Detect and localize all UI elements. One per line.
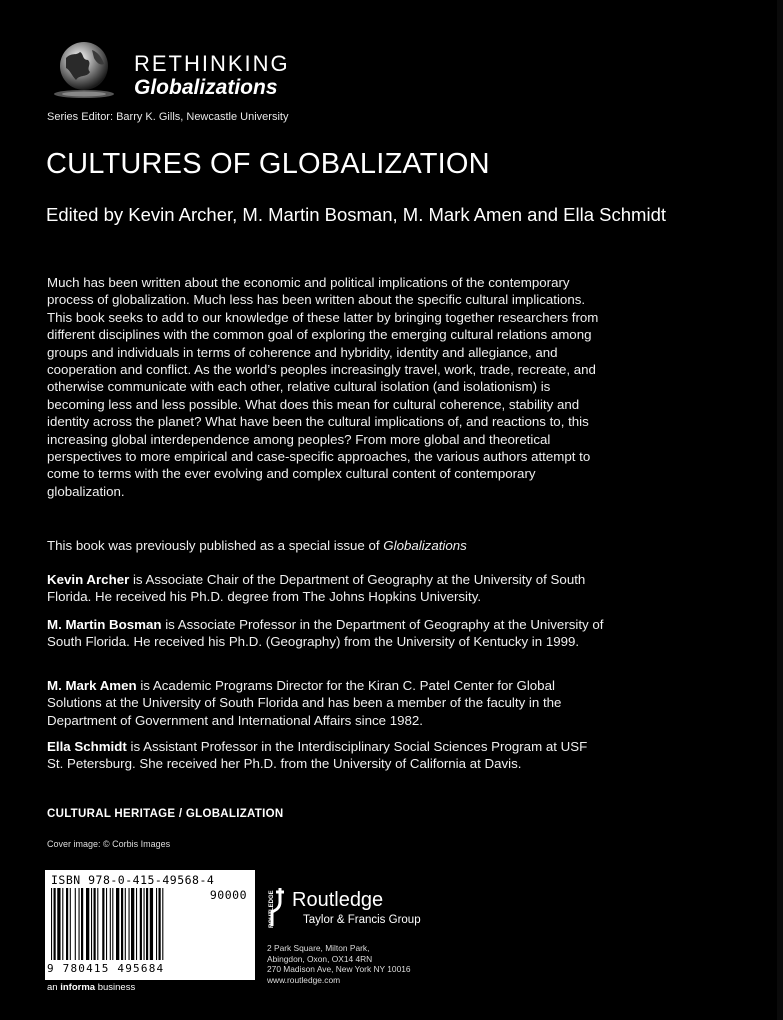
svg-text:ROUTLEDGE: ROUTLEDGE: [269, 890, 275, 928]
barcode-bar: [97, 888, 98, 960]
contributor-bio: [47, 571, 607, 606]
barcode-bar: [159, 888, 161, 960]
barcode-bar: [57, 888, 60, 960]
barcode-bar: [81, 888, 83, 960]
barcode-bar: [54, 888, 56, 960]
barcode-bar: [106, 888, 107, 960]
barcode-bar: [156, 888, 157, 960]
price-code: 90000: [209, 888, 247, 902]
series-title-line2: Globalizations: [134, 76, 278, 99]
barcode-bar: [66, 888, 68, 960]
informa-suffix: business: [95, 982, 136, 993]
barcode-bar: [91, 888, 92, 960]
contributor-bio: [47, 677, 607, 729]
spine-edge: [777, 0, 783, 1020]
barcode-bar: [70, 888, 71, 960]
address-line: 270 Madison Ave, New York NY 10016: [267, 964, 411, 974]
barcode-bar: [125, 888, 126, 960]
barcode-bar: [144, 888, 145, 960]
book-editors: Edited by Kevin Archer, M. Martin Bosman, M. Mark Amen and Ella Schmidt: [46, 204, 667, 225]
routledge-logo-icon: [266, 886, 288, 928]
contributor-bio: [47, 738, 607, 773]
barcode-bar: [136, 888, 137, 960]
journal-name: Globalizations: [383, 538, 467, 553]
contributor-name: M. Mark Amen: [47, 678, 137, 693]
previously-published-note: [47, 538, 467, 553]
contributor-name: M. Martin Bosman: [47, 617, 162, 632]
book-title: CULTURES OF GLOBALIZATION: [46, 148, 490, 180]
ean-digits: 9 780415 495684: [47, 962, 165, 975]
series-title-line1: RETHINKING: [134, 51, 290, 76]
barcode-icon: [51, 888, 201, 962]
contributor-name: Kevin Archer: [47, 572, 130, 587]
previously-text: This book was previously published as a special issue of: [47, 538, 384, 553]
contributor-bio-text: is Associate Professor in the Department of Geography at the University of South Florida. He received his Ph.D. (Geography) from the University of Kentucky in 1999.: [47, 617, 604, 650]
globe-logo-icon: [46, 38, 124, 100]
publisher-address: [267, 943, 411, 985]
barcode-bar: [86, 888, 89, 960]
publisher-name: Routledge: [292, 889, 384, 911]
barcode-bar: [140, 888, 142, 960]
barcode-bar: [121, 888, 123, 960]
contributor-bio: [47, 616, 607, 651]
informa-prefix: an: [47, 982, 61, 993]
barcode-bar: [116, 888, 119, 960]
barcode-bar: [162, 888, 163, 960]
contributor-bio-text: is Academic Programs Director for the Kiran C. Patel Center for Global Solutions at the University of South Florida and has been a member of the faculty in the Department of Government and International Affairs since 1982.: [47, 678, 562, 728]
informa-tagline: [47, 982, 135, 993]
barcode-bar: [62, 888, 63, 960]
barcode-bar: [129, 888, 130, 960]
barcode-bar: [75, 888, 76, 960]
series-editor: Series Editor: Barry K. Gills, Newcastle University: [47, 111, 289, 123]
barcode-bar: [94, 888, 96, 960]
subject-category: CULTURAL HERITAGE / GLOBALIZATION: [47, 808, 284, 820]
address-line: Abingdon, Oxon, OX14 4RN: [267, 953, 373, 964]
barcode-bar: [112, 888, 113, 960]
barcode-bar: [146, 888, 148, 960]
barcode-bar: [110, 888, 111, 960]
barcode-bar: [79, 888, 80, 960]
barcode-panel: [45, 870, 255, 980]
cover-image-credit: Cover image: © Corbis Images: [47, 839, 171, 849]
contributor-bio-text: is Assistant Professor in the Interdisciplinary Social Sciences Program at USF St. Petersburg. She received her Ph.D. from the University of California at Davis.: [47, 739, 588, 772]
barcode-bar: [150, 888, 153, 960]
book-blurb: Much has been written about the economic and political implications of the contemporary process of globalization. Much less has been written about the specific cultural implications. This book seeks to add to our knowledge of these latter by bringing together researchers from different disciplines with the common goal of exploring the emerging cultural relations among groups and individuals in terms of coherence and hybridity, identity and allegiance, and cooperation and conflict. As the world’s peoples increasingly travel, work, trade, recreate, and otherwise communicate with each other, relative cultural isolation (and isolationism) is becoming less and less possible. What does this mean for cultural coherence, stability and identity across the planet? What have been the cultural implications of, and reactions to, this increasing global interdependence among peoples? From more global and theoretical perspectives to more empirical and case-specific approaches, the various authors attempt to come to terms with the ever evolving and complex cultural content of contemporary globalization.: [47, 275, 599, 499]
barcode-bar: [131, 888, 134, 960]
barcode-bar: [51, 888, 52, 960]
barcode-bar: [102, 888, 104, 960]
publisher-group: Taylor & Francis Group: [303, 914, 421, 926]
publisher-website: www.routledge.com: [267, 974, 341, 985]
series-name: [134, 52, 290, 100]
address-line: 2 Park Square, Milton Park,: [267, 943, 370, 953]
isbn-text: ISBN 978-0-415-49568-4: [51, 873, 215, 887]
contributor-name: Ella Schmidt: [47, 739, 127, 754]
contributor-bio-text: is Associate Chair of the Department of Geography at the University of South Florida. He received his Ph.D. degree from The Johns Hopkins University.: [47, 572, 586, 605]
informa-brand: informa: [60, 982, 96, 993]
